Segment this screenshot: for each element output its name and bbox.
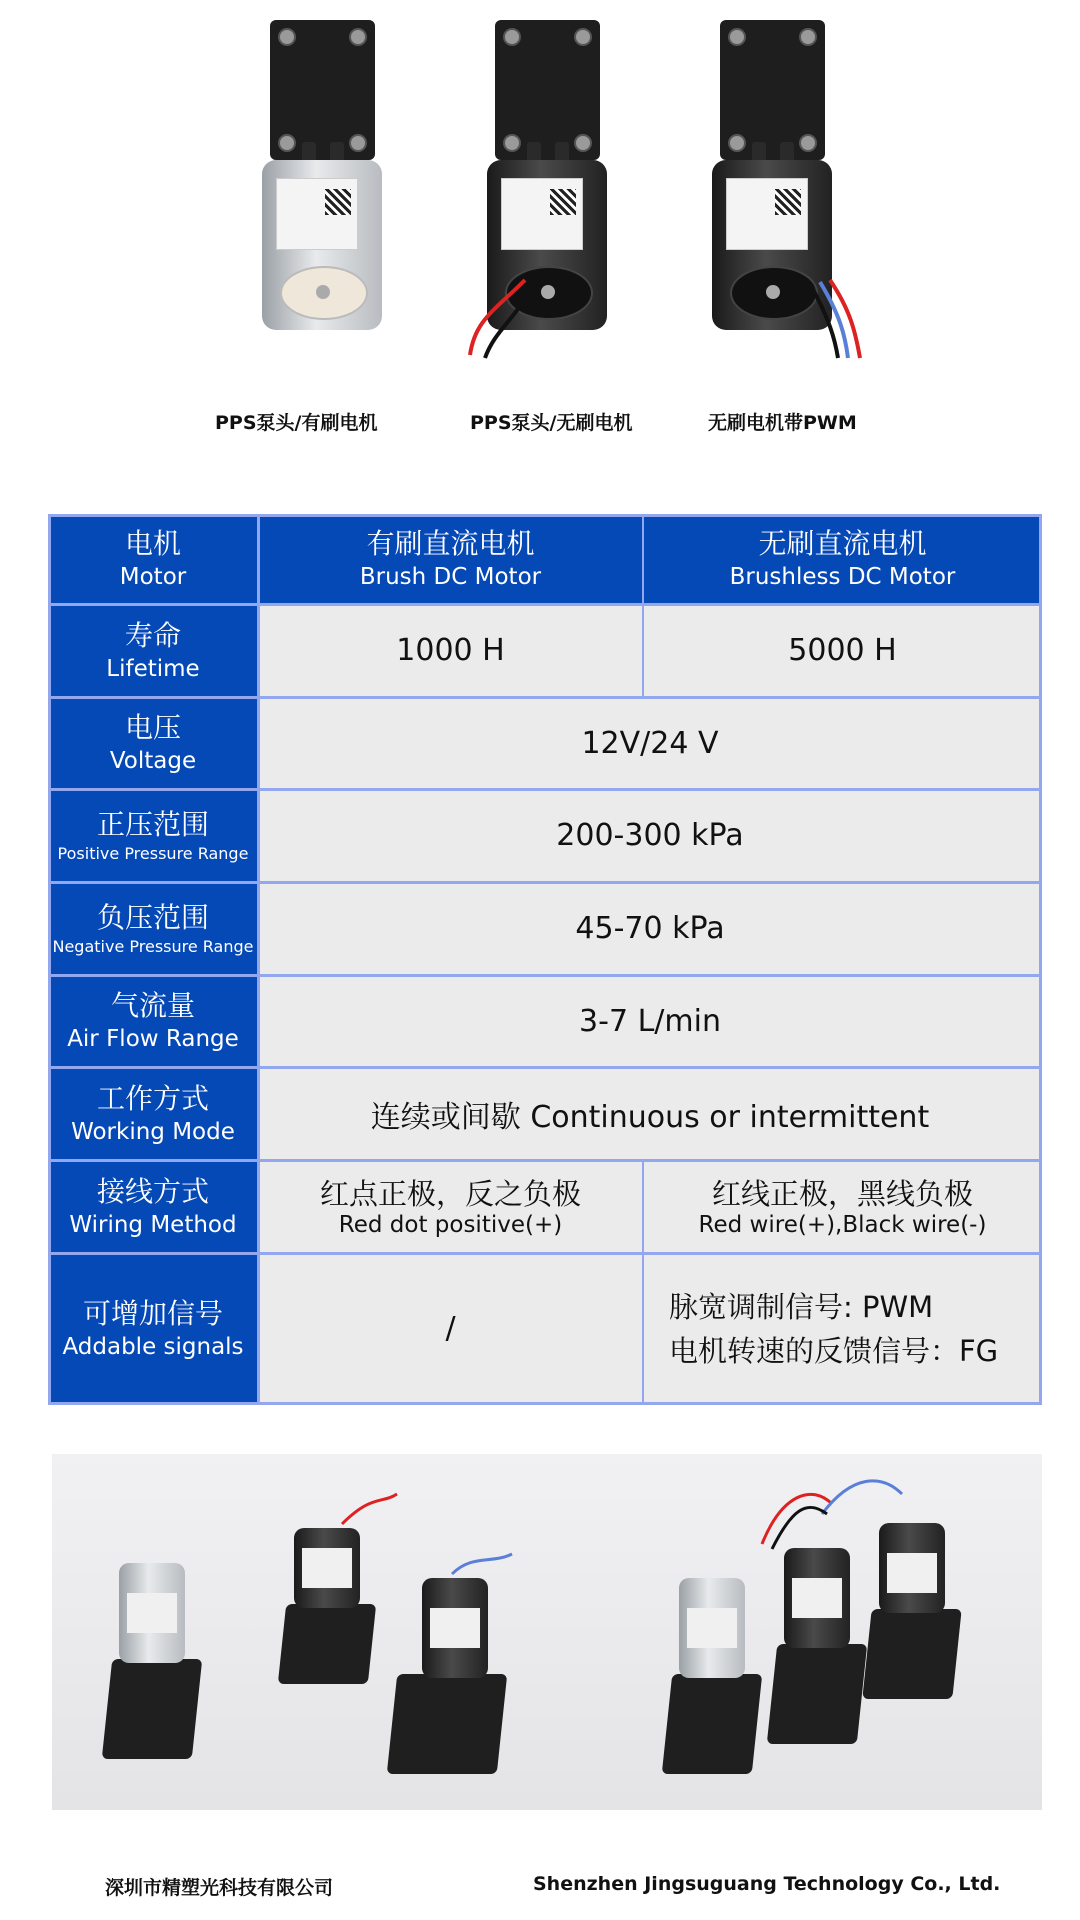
negative-pressure-label-en: Negative Pressure Range [52,936,254,956]
signals-fg: 电机转速的反馈信号：FG [669,1333,999,1368]
motor-wires [455,270,655,360]
product-pwm-pump [680,20,880,365]
positive-pressure-value-cell [258,789,1042,882]
signals-label-cell [48,1253,258,1404]
voltage-label-en: Voltage [109,748,197,774]
product-brushless-pump [455,20,655,365]
row-divider [48,1159,1042,1162]
positive-pressure-label-zh: 正压范围 [96,807,209,841]
company-name-zh: 深圳市精塑光科技有限公司 [105,1877,334,1899]
motor-wires [680,270,880,360]
lifetime-label-en: Lifetime [106,655,200,682]
table-border-top [48,514,1042,517]
working-mode-value-cell [258,1067,1042,1160]
voltage-value-cell [258,697,1042,789]
lifetime-brushless-cell [643,604,1042,697]
lifetime-label-cell [48,604,258,697]
signals-label-en: Addable signals [62,1333,244,1360]
header-brush-en: Brush DC Motor [359,564,542,590]
signals-brush-cell [258,1253,643,1404]
col-divider-label [257,514,260,1404]
row-divider [48,881,1042,884]
wiring-brushless-cell [643,1160,1042,1253]
lifetime-label-zh: 寿命 [124,618,181,652]
negative-pressure-value-cell [258,882,1042,975]
company-name-en: Shenzhen Jingsuguang Technology Co., Ltd. [533,1873,1001,1895]
wiring-label-en: Wiring Method [69,1211,237,1238]
air-flow-label-cell [48,975,258,1067]
air-flow-value-cell [258,975,1042,1067]
header-brushless-cell [643,514,1042,604]
wiring-brush-zh: 红点正极，反之负极 [319,1176,581,1211]
working-mode-label-en: Working Mode [71,1118,235,1145]
row-divider [48,1252,1042,1255]
header-brush-zh: 有刷直流电机 [366,527,535,560]
pump-head [720,20,825,160]
header-brushless-zh: 无刷直流电机 [758,527,927,560]
brush-motor [262,160,382,330]
row-divider [48,603,1042,606]
product-caption-brush: PPS泵头/有刷电机 [215,412,378,434]
signals-brushless-cell [643,1253,1042,1404]
table-border-right [1039,514,1042,1404]
air-flow-label-zh: 气流量 [110,989,195,1022]
wiring-label-cell [48,1160,258,1253]
positive-pressure-label-cell [48,789,258,882]
signals-brush-value: / [445,1311,456,1346]
row-divider [48,1066,1042,1069]
working-mode-value: 连续或间歇 Continuous or intermittent [370,1099,930,1135]
wiring-brushless-zh: 红线正极，黑线负极 [711,1176,973,1211]
lifetime-brushless-value: 5000 H [788,633,897,668]
lifetime-brush-cell [258,604,643,697]
negative-pressure-value: 45-70 kPa [575,911,725,946]
product-caption-pwm: 无刷电机带PWM [708,412,857,434]
header-label-en: Motor [119,564,187,590]
col-divider-bottom [642,1160,644,1404]
positive-pressure-value: 200-300 kPa [556,818,744,853]
product-photo-group-2 [592,1454,1042,1810]
lifetime-brush-value: 1000 H [396,633,505,668]
working-mode-label-zh: 工作方式 [96,1081,209,1115]
negative-pressure-label-cell [48,882,258,975]
row-divider [48,696,1042,699]
header-brushless-en: Brushless DC Motor [729,564,956,590]
row-divider [48,974,1042,977]
product-photo-group-1 [52,1454,592,1810]
wiring-label-zh: 接线方式 [96,1174,209,1208]
header-label-zh: 电机 [124,527,181,560]
wiring-brush-cell [258,1160,643,1253]
product-brush-pump [230,20,430,365]
air-flow-value: 3-7 L/min [579,1003,721,1039]
pump-head [270,20,375,160]
spec-table [48,514,1042,1404]
table-border-left [48,514,51,1404]
photo-wires [52,1454,592,1810]
negative-pressure-label-zh: 负压范围 [96,900,209,934]
signals-pwm: 脉宽调制信号: PWM [669,1289,934,1324]
wiring-brush-en: Red dot positive(+) [338,1211,563,1238]
product-caption-brushless: PPS泵头/无刷电机 [470,412,633,434]
voltage-value: 12V/24 V [581,725,719,761]
wiring-brushless-en: Red wire(+),Black wire(-) [698,1211,987,1238]
positive-pressure-label-en: Positive Pressure Range [57,843,249,863]
pump-head [495,20,600,160]
voltage-label-zh: 电压 [124,711,181,744]
working-mode-label-cell [48,1067,258,1160]
product-photos [52,1454,1042,1810]
air-flow-label-en: Air Flow Range [67,1026,239,1052]
product-images [0,20,1080,380]
header-brush-cell [258,514,643,604]
table-border-bottom [48,1402,1042,1405]
photo-wires [592,1454,1042,1810]
row-divider [48,788,1042,791]
signals-label-zh: 可增加信号 [82,1296,223,1330]
voltage-label-cell [48,697,258,789]
header-label-cell [48,514,258,604]
